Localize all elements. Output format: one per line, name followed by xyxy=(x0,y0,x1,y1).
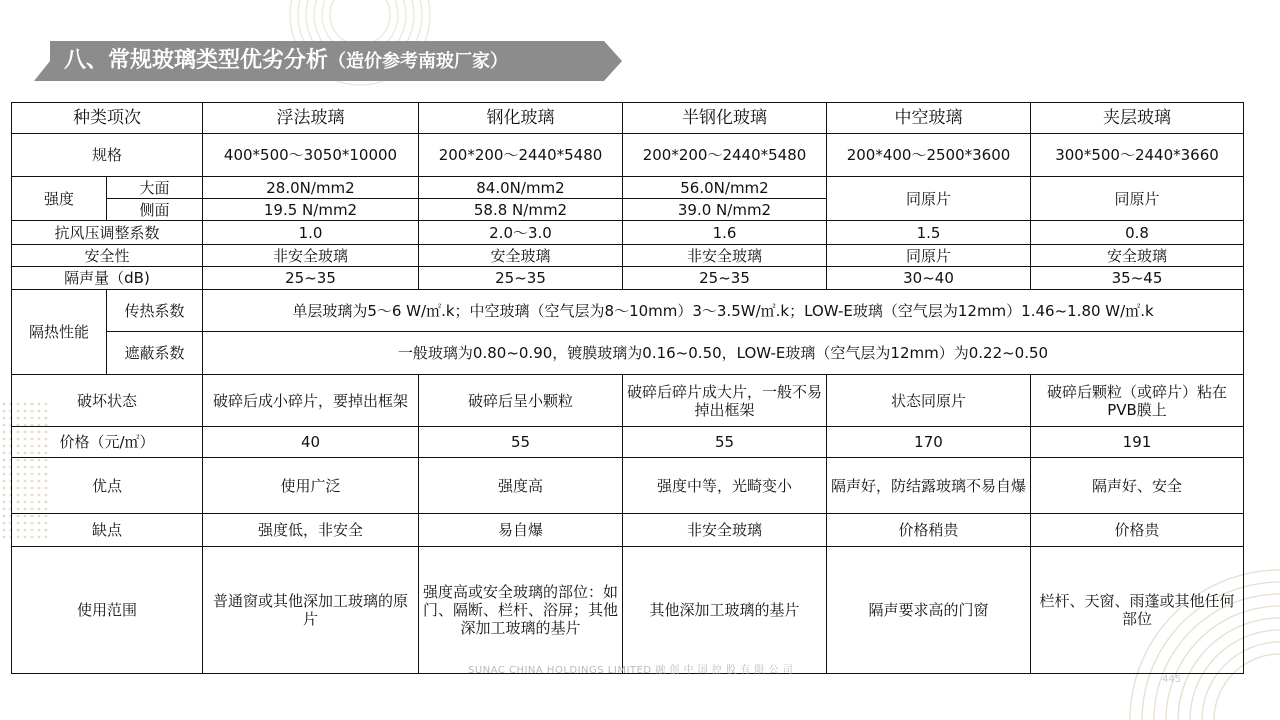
table-cell: 200*400～2500*3600 xyxy=(827,134,1031,177)
row-label: 优点 xyxy=(12,458,203,514)
row-label: 价格（元/㎡） xyxy=(12,427,203,458)
decoration-dot xyxy=(3,501,6,504)
table-cell: 58.8 N/mm2 xyxy=(419,199,623,221)
row-label: 隔热性能 xyxy=(12,290,107,375)
table-cell: 300*500～2440*3660 xyxy=(1031,134,1244,177)
decoration-dot xyxy=(3,473,6,476)
table-cell: 39.0 N/mm2 xyxy=(623,199,827,221)
table-row xyxy=(12,177,1244,199)
table-cell: 25~35 xyxy=(203,267,419,290)
table-cell: 40 xyxy=(203,427,419,458)
row-label: 安全性 xyxy=(12,245,203,267)
table-cell: 同原片 xyxy=(827,245,1031,267)
merged-cell: 单层玻璃为5～6 W/㎡.k；中空玻璃（空气层为8～10mm）3～3.5W/㎡.k；LOW-E玻璃（空气层为12mm）1.46~1.80 W/㎡.k xyxy=(203,290,1244,332)
title-main: 八、常规玻璃类型优劣分析 xyxy=(64,48,329,73)
table-cell: 状态同原片 xyxy=(827,375,1031,427)
footer-company: SUNAC CHINA HOLDINGS LIMITED 融 创 中 国 控 股 有 限 公 司 xyxy=(468,665,794,676)
table-cell: 1.6 xyxy=(623,221,827,245)
table-cell: 200*200～2440*5480 xyxy=(623,134,827,177)
glass-comparison-table xyxy=(11,102,1244,674)
table-cell: 隔声要求高的门窗 xyxy=(827,547,1031,674)
table-row xyxy=(12,514,1244,547)
column-header: 夹层玻璃 xyxy=(1031,103,1244,134)
table-cell: 破碎后颗粒（或碎片）粘在PVB膜上 xyxy=(1031,375,1244,427)
table-row xyxy=(12,267,1244,290)
table-cell: 易自爆 xyxy=(419,514,623,547)
table-cell: 非安全玻璃 xyxy=(623,514,827,547)
table-cell: 55 xyxy=(623,427,827,458)
decoration-dot xyxy=(3,403,6,406)
table-cell: 价格稍贵 xyxy=(827,514,1031,547)
column-header: 中空玻璃 xyxy=(827,103,1031,134)
table-cell: 55 xyxy=(419,427,623,458)
title-sub: （造价参考南玻厂家） xyxy=(328,51,509,72)
page-number: 445 xyxy=(1162,674,1182,685)
table-cell: 安全玻璃 xyxy=(419,245,623,267)
table-cell: 破碎后碎片成大片，一般不易掉出框架 xyxy=(623,375,827,427)
decoration-dot xyxy=(3,522,6,525)
column-header: 浮法玻璃 xyxy=(203,103,419,134)
table-cell: 25~35 xyxy=(623,267,827,290)
decoration-dot xyxy=(3,445,6,448)
row-label: 破坏状态 xyxy=(12,375,203,427)
table-cell: 28.0N/mm2 xyxy=(203,177,419,199)
table-cell: 栏杆、天窗、雨蓬或其他任何部位 xyxy=(1031,547,1244,674)
table-cell: 同原片 xyxy=(827,177,1031,221)
table-row xyxy=(12,375,1244,427)
table-row xyxy=(12,427,1244,458)
table-row xyxy=(12,221,1244,245)
table-cell: 170 xyxy=(827,427,1031,458)
table-cell: 强度高或安全玻璃的部位：如门、隔断、栏杆、浴屏；其他深加工玻璃的基片 xyxy=(419,547,623,674)
decoration-dot xyxy=(3,417,6,420)
decoration-dot xyxy=(3,410,6,413)
page-title xyxy=(64,44,508,78)
row-label: 缺点 xyxy=(12,514,203,547)
decoration-dot xyxy=(3,529,6,532)
table-row xyxy=(12,245,1244,267)
table-row xyxy=(12,290,1244,332)
table-cell: 使用广泛 xyxy=(203,458,419,514)
table-cell: 30~40 xyxy=(827,267,1031,290)
table-cell: 隔声好，防结露玻璃不易自爆 xyxy=(827,458,1031,514)
table-cell: 价格贵 xyxy=(1031,514,1244,547)
table-cell: 1.5 xyxy=(827,221,1031,245)
table-cell: 破碎后成小碎片，要掉出框架 xyxy=(203,375,419,427)
table-cell: 0.8 xyxy=(1031,221,1244,245)
table-cell: 强度高 xyxy=(419,458,623,514)
table-row xyxy=(12,458,1244,514)
decoration-dot xyxy=(3,431,6,434)
decoration-dot xyxy=(3,494,6,497)
table-cell: 非安全玻璃 xyxy=(203,245,419,267)
row-label: 使用范围 xyxy=(12,547,203,674)
table-cell: 35~45 xyxy=(1031,267,1244,290)
row-label: 抗风压调整系数 xyxy=(12,221,203,245)
row-label: 强度 xyxy=(12,177,107,221)
decoration-dot xyxy=(3,459,6,462)
decoration-dot xyxy=(3,536,6,539)
decoration-dot xyxy=(3,515,6,518)
table-row xyxy=(12,332,1244,375)
sub-label: 侧面 xyxy=(107,199,203,221)
sub-label: 传热系数 xyxy=(107,290,203,332)
table-cell: 56.0N/mm2 xyxy=(623,177,827,199)
row-label: 规格 xyxy=(12,134,203,177)
decoration-dot xyxy=(3,424,6,427)
table-cell: 强度中等，光畸变小 xyxy=(623,458,827,514)
table-cell: 普通窗或其他深加工玻璃的原片 xyxy=(203,547,419,674)
table-cell: 1.0 xyxy=(203,221,419,245)
decoration-dot xyxy=(3,487,6,490)
table-cell: 25~35 xyxy=(419,267,623,290)
table-cell: 200*200～2440*5480 xyxy=(419,134,623,177)
table-cell: 强度低，非安全 xyxy=(203,514,419,547)
table-cell: 安全玻璃 xyxy=(1031,245,1244,267)
table-cell: 非安全玻璃 xyxy=(623,245,827,267)
row-label: 隔声量（dB) xyxy=(12,267,203,290)
decoration-dot xyxy=(3,438,6,441)
decoration-dot xyxy=(3,480,6,483)
table-cell: 400*500～3050*10000 xyxy=(203,134,419,177)
category-header: 种类项次 xyxy=(12,103,203,134)
table-cell: 隔声好、安全 xyxy=(1031,458,1244,514)
table-row xyxy=(12,134,1244,177)
sub-label: 遮蔽系数 xyxy=(107,332,203,375)
decoration-dot xyxy=(3,452,6,455)
column-header: 钢化玻璃 xyxy=(419,103,623,134)
merged-cell: 一般玻璃为0.80~0.90，镀膜玻璃为0.16~0.50，LOW-E玻璃（空气层为12mm）为0.22~0.50 xyxy=(203,332,1244,375)
table-cell: 破碎后呈小颗粒 xyxy=(419,375,623,427)
table-cell: 19.5 N/mm2 xyxy=(203,199,419,221)
decoration-dot xyxy=(3,466,6,469)
table-cell: 同原片 xyxy=(1031,177,1244,221)
column-header: 半钢化玻璃 xyxy=(623,103,827,134)
table-cell: 其他深加工玻璃的基片 xyxy=(623,547,827,674)
decoration-dot xyxy=(3,508,6,511)
table-cell: 191 xyxy=(1031,427,1244,458)
table-cell: 84.0N/mm2 xyxy=(419,177,623,199)
header-row xyxy=(12,103,1244,134)
sub-label: 大面 xyxy=(107,177,203,199)
table-row xyxy=(12,547,1244,674)
table-cell: 2.0～3.0 xyxy=(419,221,623,245)
